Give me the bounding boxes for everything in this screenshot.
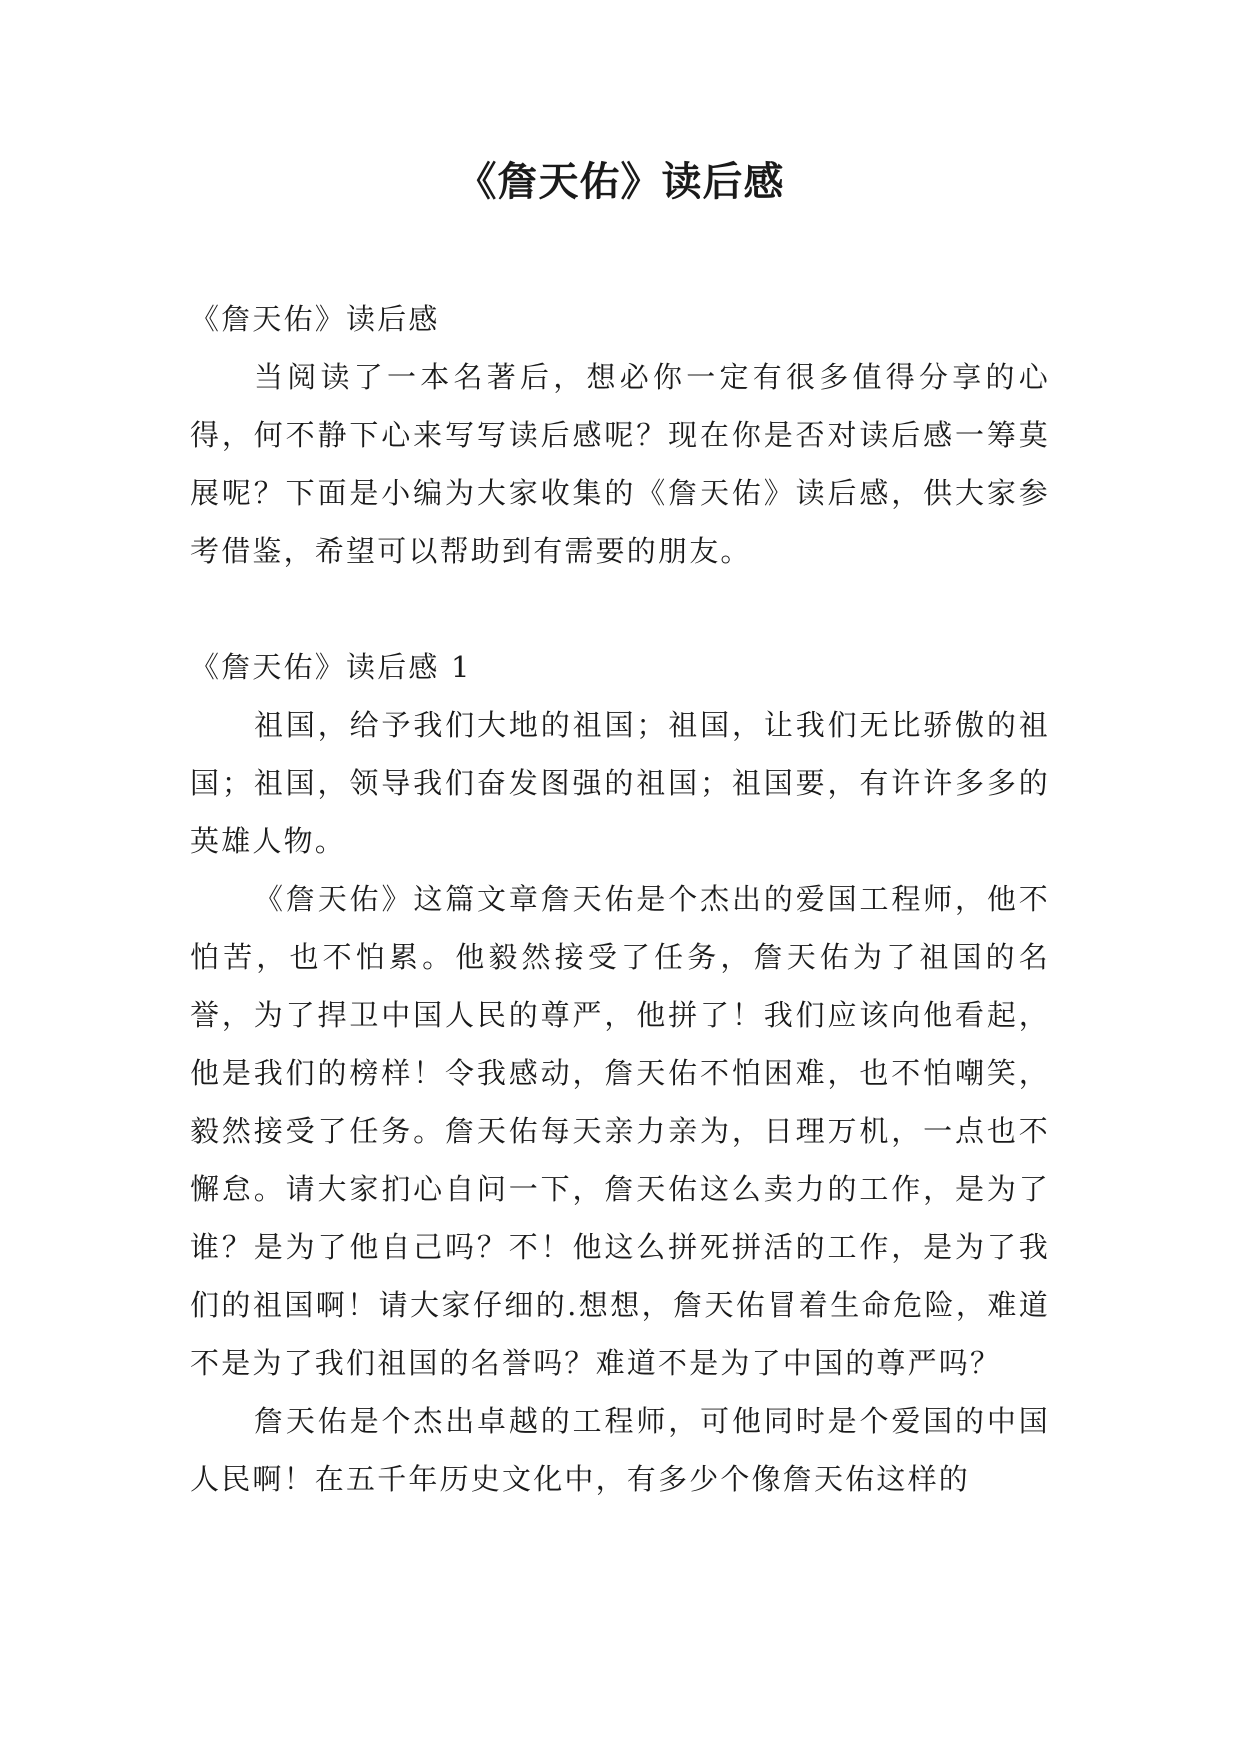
body-paragraph: 詹天佑是个杰出卓越的工程师，可他同时是个爱国的中国人民啊！在五千年历史文化中，有多少个像詹天佑这样的 — [190, 1404, 1050, 1496]
section-heading: 《詹天佑》读后感 1 — [190, 650, 472, 684]
document-subtitle: 《詹天佑》读后感 — [190, 302, 440, 336]
body-paragraph: 《詹天佑》这篇文章詹天佑是个杰出的爱国工程师，他不怕苦，也不怕累。他毅然接受了任务，詹天佑为了祖国的名誉，为了捍卫中国人民的尊严，他拼了！我们应该向他看起，他是我们的榜样！令我感动，詹天佑不怕困难，也不怕嘲笑，毅然接受了任务。詹天佑每天亲力亲为，日理万机，一点也不懈怠。请大家扪心自问一下，詹天佑这么卖力的工作，是为了谁？是为了他自己吗？不！他这么拼死拼活的工作，是为了我们的祖国啊！请大家仔细的.想想，詹天佑冒着生命危险，难道不是为了我们祖国的名誉吗？难道不是为了中国的尊严吗？ — [190, 882, 1050, 1380]
document-title: 《詹天佑》读后感 — [456, 159, 785, 205]
paragraph-gap — [190, 580, 1050, 638]
intro-paragraph: 当阅读了一本名著后，想必你一定有很多值得分享的心得，何不静下心来写写读后感呢？现在你是否对读后感一筹莫展呢？下面是小编为大家收集的《詹天佑》读后感，供大家参考借鉴，希望可以帮助到有需要的朋友。 — [190, 360, 1050, 568]
body-paragraph: 祖国，给予我们大地的祖国；祖国，让我们无比骄傲的祖国；祖国，领导我们奋发图强的祖国；祖国要，有许许多多的英雄人物。 — [190, 708, 1050, 858]
document-body — [190, 290, 1050, 1508]
